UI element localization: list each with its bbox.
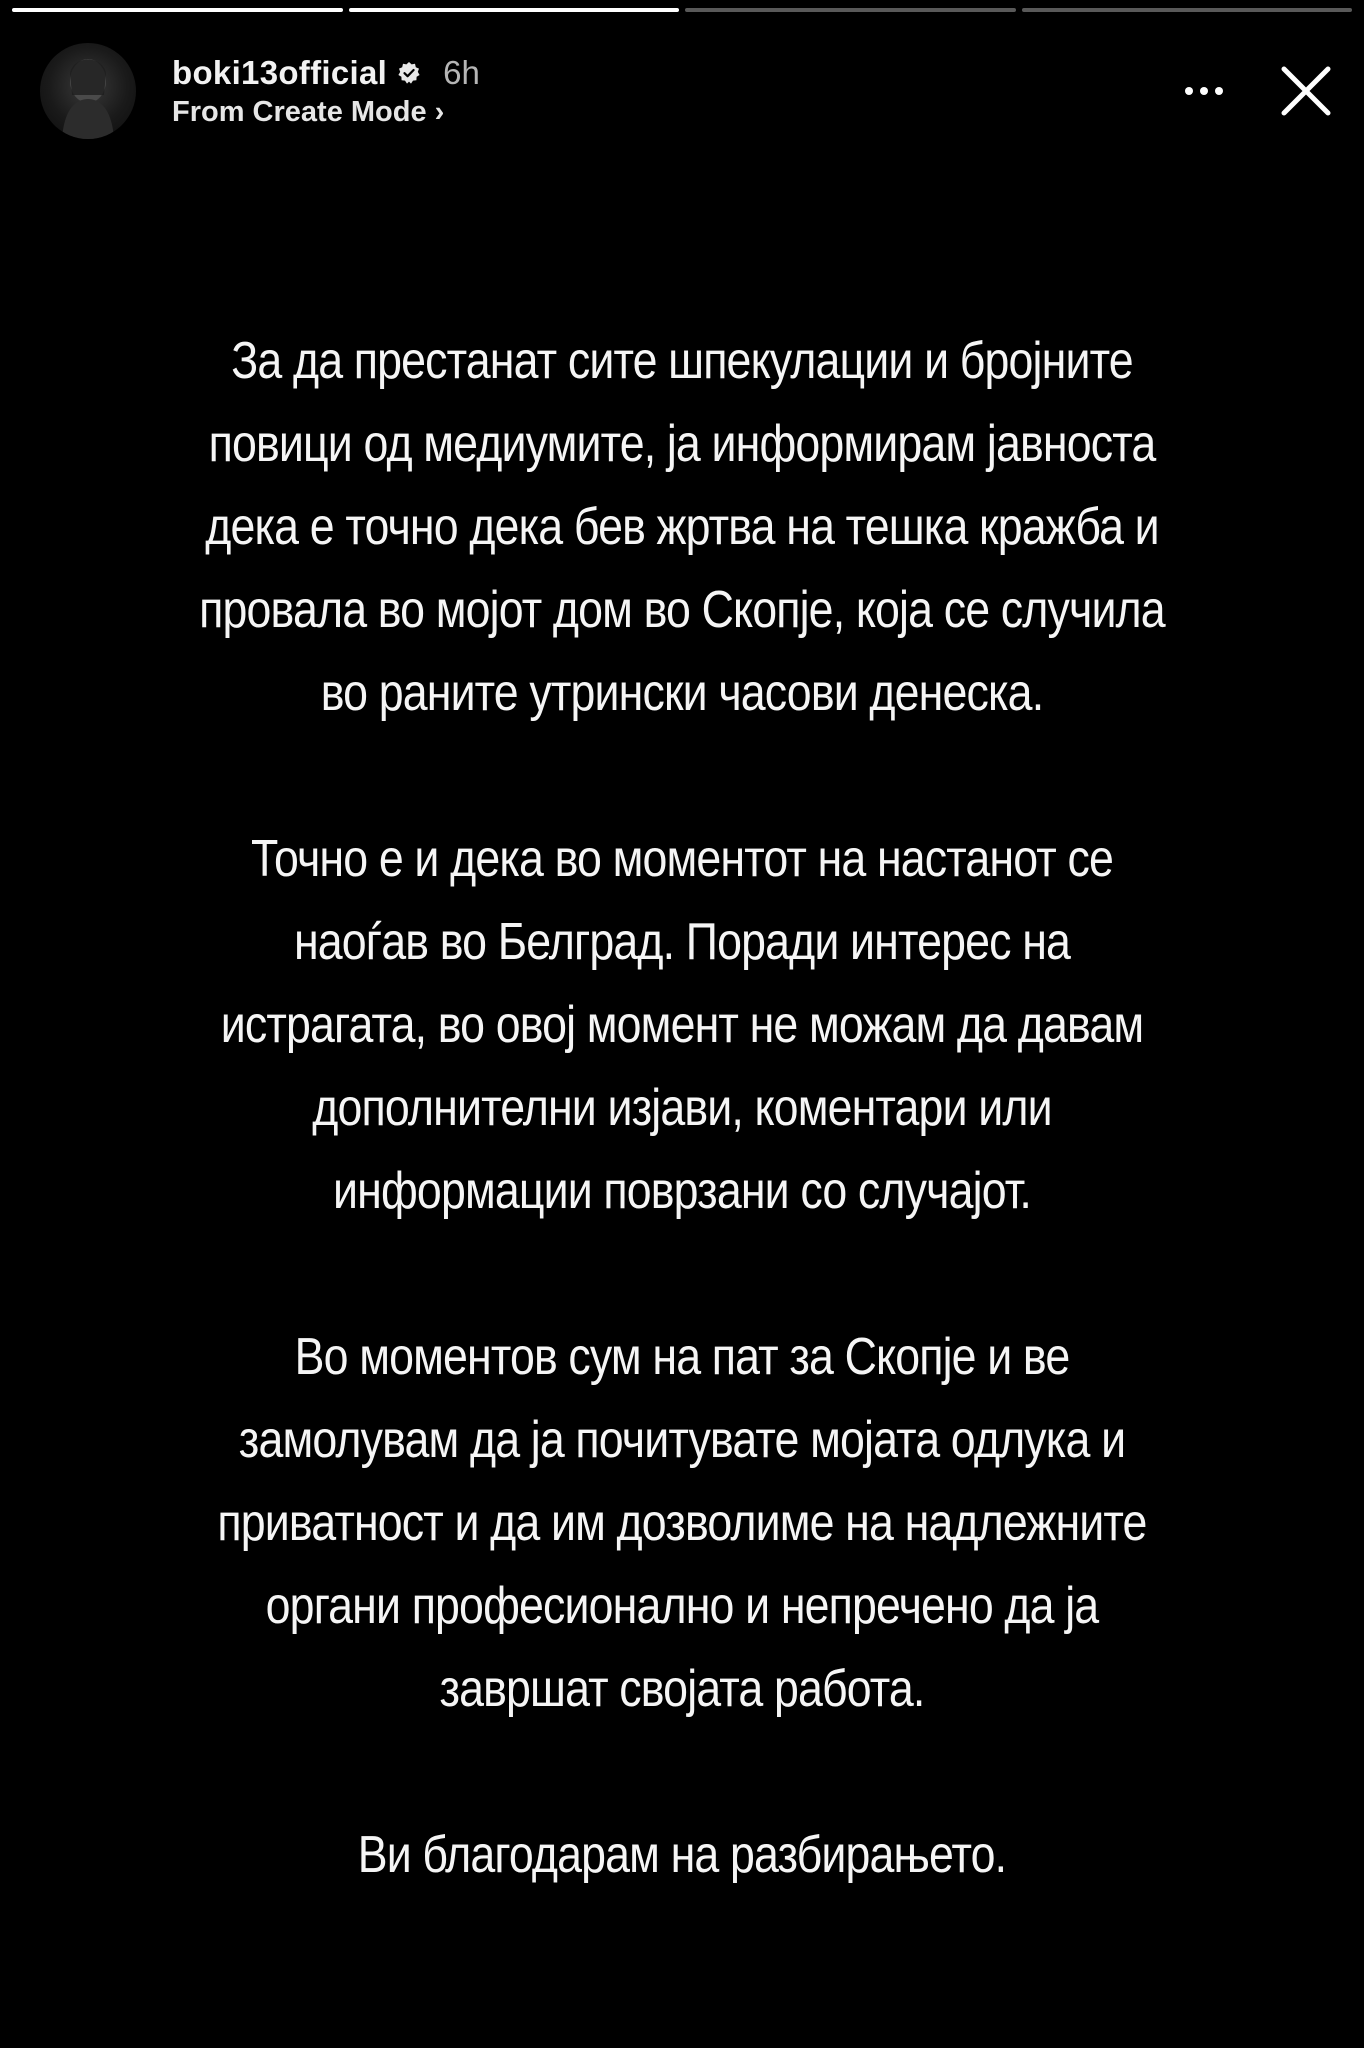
create-mode-link[interactable] [172, 96, 480, 129]
avatar-silhouette-icon [40, 43, 136, 139]
progress-segment [349, 8, 680, 12]
progress-fill [12, 8, 343, 12]
progress-fill [349, 8, 680, 12]
header-actions [1174, 59, 1346, 123]
close-button[interactable] [1274, 59, 1338, 123]
progress-segment [1022, 8, 1353, 12]
profile-avatar[interactable] [40, 43, 136, 139]
story-meta [172, 54, 480, 129]
create-mode-label: From Create Mode › [172, 95, 445, 128]
story-header [40, 36, 1346, 146]
close-x-icon [1278, 63, 1334, 119]
progress-segment [685, 8, 1016, 12]
meta-row [172, 54, 480, 92]
story-paragraph-3: Во моментов сум на пат за Скопје и ве замолувам да ја почитувате мојата одлука и приватност и да им дозволиме на надлежните органи професионално и непречено да ја завршат својата работа. [217, 1328, 1147, 1718]
more-options-button[interactable] [1174, 71, 1234, 111]
username[interactable]: boki13official [172, 53, 388, 91]
verified-badge-icon [397, 61, 421, 85]
post-time: 6h [443, 53, 480, 91]
progress-segment [12, 8, 343, 12]
story-paragraph-1: За да престанат сите шпекулации и бројните повици од медиумите, ја информирам јавноста дека е точно дека бев жртва на тешка кражба и провала во мојот дом во Скопје, која се случила во раните утрински часови денеска. [199, 332, 1165, 722]
more-dots-icon [1184, 86, 1224, 96]
story-text-content [147, 320, 1217, 1897]
story-paragraph-2: Точно е и дека во моментот на настанот се наоѓав во Белград. Поради интерес на истрагата, во овој момент не можам да давам дополнителни изјави, коментари или информации поврзани со случајот. [220, 830, 1144, 1220]
story-paragraph-4: Ви благодарам на разбирањето. [357, 1826, 1007, 1884]
story-progress-bar [12, 8, 1352, 12]
